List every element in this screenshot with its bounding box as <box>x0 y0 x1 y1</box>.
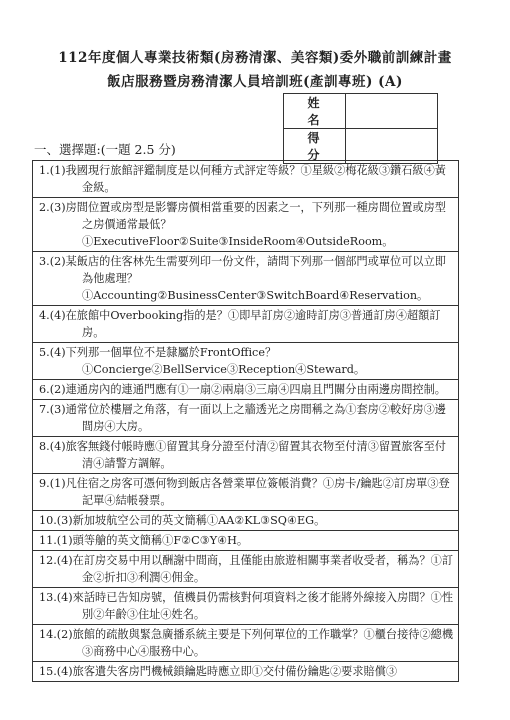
question-row <box>33 252 459 306</box>
question-text: 凡住宿之房客可憑何物到飯店各營業單位簽帳消費？①房卡/鑰匙②訂房單③登記單④結帳發票。 <box>65 477 450 507</box>
question-row <box>33 531 459 551</box>
question-table <box>32 160 459 682</box>
question-cell <box>33 511 459 531</box>
question-row <box>33 588 459 625</box>
question-text-wrap: 7.(3)通常位於樓層之角落，有一面以上之牆透光之房間稱之為①套房②較好房③邊間房④大房。 <box>39 403 446 433</box>
score-field[interactable] <box>346 129 438 164</box>
question-text-wrap: 6.(2)連通房內的連通門應有①一扇②兩扇③三扇④四扇且門關分由兩邊房間控制。 <box>39 383 446 396</box>
question-text: 新加坡航空公司的英文簡稱①AA②KL③SQ④EG。 <box>72 514 326 527</box>
question-text-wrap: 11.(1)頭等艙的英文簡稱①F②C③Y④H。 <box>39 534 249 547</box>
question-text-wrap: 9.(1)凡住宿之房客可憑何物到飯店各營業單位簽帳消費？①房卡/鑰匙②訂房單③登記單④結帳發票。 <box>39 477 450 507</box>
question-row <box>33 625 459 662</box>
document-title: 112年度個人專業技術類(房務清潔、美容類)委外職前訓練計畫 <box>58 50 452 66</box>
question-cell <box>33 380 459 400</box>
document-subtitle: 飯店服務暨房務清潔人員培訓班(產訓專班) (A) <box>107 74 403 90</box>
question-answer: 2 <box>54 383 62 396</box>
question-text: 下列那一個單位不是隸屬於FrontOffice？①Concierge②BellService③Reception④Steward。 <box>65 346 366 376</box>
question-text: 旅客無錢付帳時應①留置其身分證至付清②留置其衣物至付清③留置旅客至付清④請警方調解。 <box>65 440 446 470</box>
question-cell <box>33 252 459 306</box>
question-text: 房間位置或房型是影響房價相當重要的因素之一，下列那一種房間位置或房型之房價通常最低？①ExecutiveFloor②Suite③InsideRoom④OutsideRoom。 <box>65 201 446 248</box>
question-number: 11. <box>39 534 57 547</box>
question-row <box>33 662 459 682</box>
question-text: 某飯店的住客林先生需要列印一份文件，請問下列那一個部門或單位可以立即為他處理？①Accounting②BusinessCenter③SwitchBoard④Reservation。 <box>65 255 446 302</box>
question-text: 來話時已告知房號，值機員仍需核對何項資料之後才能將外線接入房間？①性別②年齡③住址④姓名。 <box>72 591 454 621</box>
question-text-wrap: 8.(4)旅客無錢付帳時應①留置其身分證至付清②留置其衣物至付清③留置旅客至付清④請警方調解。 <box>39 440 446 470</box>
question-number: 10. <box>39 514 57 527</box>
question-number: 2. <box>39 201 50 214</box>
question-row <box>33 161 459 198</box>
question-text-wrap: 12.(4)在訂房交易中用以酬謝中間商，且僅能由旅遊相關事業者收受者，稱為？①訂金②折扣③利潤④佣金。 <box>39 554 454 584</box>
question-cell <box>33 437 459 474</box>
question-text-wrap: 2.(3)房間位置或房型是影響房價相當重要的因素之一，下列那一種房間位置或房型之房價通常最低？①ExecutiveFloor②Suite③InsideRoom④OutsideRoom。 <box>39 201 446 248</box>
question-answer: 4 <box>61 591 69 604</box>
question-cell <box>33 551 459 588</box>
question-answer: 3 <box>54 403 62 416</box>
question-answer: 1 <box>54 164 62 177</box>
question-text: 旅客遺失客房門機械鎖鑰匙時應立即①交付備份鑰匙②要求賠償③ <box>72 665 398 678</box>
question-cell <box>33 306 459 343</box>
question-text-wrap: 5.(4)下列那一個單位不是隸屬於FrontOffice？①Concierge②BellService③Reception④Steward。 <box>39 346 366 376</box>
question-answer: 4 <box>54 346 62 359</box>
question-number: 3. <box>39 255 50 268</box>
question-text: 連通房內的連通門應有①一扇②兩扇③三扇④四扇且門關分由兩邊房間控制。 <box>65 383 446 396</box>
question-number: 4. <box>39 309 50 322</box>
question-answer: 3 <box>54 201 62 214</box>
question-answer: 4 <box>54 309 62 322</box>
name-label: 姓 名 <box>284 94 346 129</box>
question-text-wrap: 15.(4)旅客遺失客房門機械鎖鑰匙時應立即①交付備份鑰匙②要求賠償③ <box>39 665 398 678</box>
question-cell <box>33 400 459 437</box>
question-text: 在訂房交易中用以酬謝中間商，且僅能由旅遊相關事業者收受者，稱為？①訂金②折扣③利潤④佣金。 <box>72 554 454 584</box>
question-row <box>33 198 459 252</box>
question-cell <box>33 531 459 551</box>
question-answer: 4 <box>61 665 69 678</box>
question-row <box>33 474 459 511</box>
question-answer: 1 <box>54 477 62 490</box>
question-text-wrap: 13.(4)來話時已告知房號，值機員仍需核對何項資料之後才能將外線接入房間？①性別②年齡③住址④姓名。 <box>39 591 454 621</box>
question-row <box>33 306 459 343</box>
question-cell <box>33 343 459 380</box>
question-row <box>33 437 459 474</box>
question-number: 12. <box>39 554 57 567</box>
question-row <box>33 380 459 400</box>
question-cell <box>33 625 459 662</box>
question-row <box>33 343 459 380</box>
question-text-wrap: 1.(1)我國現行旅館評鑑制度是以何種方式評定等級？①星級②梅花級③鑽石級④黃金級。 <box>39 164 446 194</box>
question-number: 6. <box>39 383 50 396</box>
question-cell <box>33 161 459 198</box>
question-text: 我國現行旅館評鑑制度是以何種方式評定等級？①星級②梅花級③鑽石級④黃金級。 <box>65 164 446 194</box>
question-number: 5. <box>39 346 50 359</box>
question-text: 在旅館中Overbooking指的是？①即早訂房②逾時訂房③普通訂房④超額訂房。 <box>65 309 441 339</box>
question-number: 15. <box>39 665 57 678</box>
question-row <box>33 511 459 531</box>
question-answer: 4 <box>54 440 62 453</box>
name-field[interactable] <box>346 94 438 129</box>
question-number: 9. <box>39 477 50 490</box>
question-number: 8. <box>39 440 50 453</box>
question-text-wrap: 3.(2)某飯店的住客林先生需要列印一份文件，請問下列那一個部門或單位可以立即為他處理？①Accounting②BusinessCenter③SwitchBoard④Reservation。 <box>39 255 446 302</box>
question-text: 頭等艙的英文簡稱①F②C③Y④H。 <box>72 534 249 547</box>
question-number: 13. <box>39 591 57 604</box>
question-text-wrap: 10.(3)新加坡航空公司的英文簡稱①AA②KL③SQ④EG。 <box>39 514 326 527</box>
question-number: 7. <box>39 403 50 416</box>
section-title: 一、選擇題:(一題 2.5 分) <box>34 142 176 157</box>
question-number: 1. <box>39 164 50 177</box>
question-answer: 2 <box>61 628 69 641</box>
question-answer: 2 <box>54 255 62 268</box>
question-row <box>33 400 459 437</box>
question-text: 通常位於樓層之角落，有一面以上之牆透光之房間稱之為①套房②較好房③邊間房④大房。 <box>65 403 446 433</box>
question-cell <box>33 588 459 625</box>
question-text-wrap: 4.(4)在旅館中Overbooking指的是？①即早訂房②逾時訂房③普通訂房④超額訂房。 <box>39 309 441 339</box>
question-cell <box>33 662 459 682</box>
question-answer: 4 <box>61 554 69 567</box>
question-answer: 1 <box>61 534 69 547</box>
question-cell <box>33 198 459 252</box>
question-text: 旅館的疏散與緊急廣播系統主要是下列何單位的工作職掌？①櫃台接待②總機③商務中心④服務中心。 <box>72 628 454 658</box>
question-cell <box>33 474 459 511</box>
score-label: 得 分 <box>284 129 346 164</box>
name-score-table <box>283 93 438 164</box>
question-number: 14. <box>39 628 57 641</box>
question-row <box>33 551 459 588</box>
question-text-wrap: 14.(2)旅館的疏散與緊急廣播系統主要是下列何單位的工作職掌？①櫃台接待②總機③商務中心④服務中心。 <box>39 628 454 658</box>
question-answer: 3 <box>61 514 69 527</box>
